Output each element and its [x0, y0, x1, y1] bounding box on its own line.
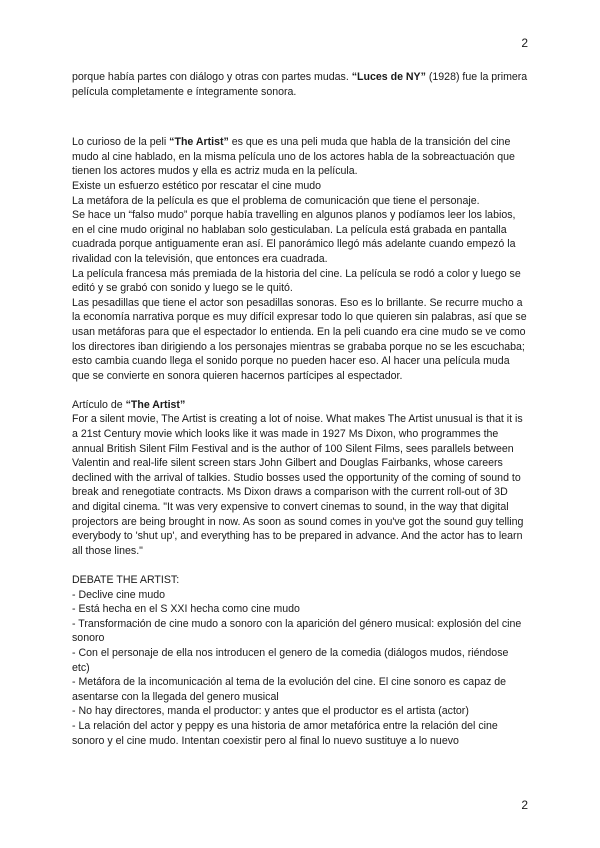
debate-item: - Declive cine mudo	[72, 588, 166, 601]
debate-item: - No hay directores, manda el productor: y antes que el productor es el artista (actor)	[72, 705, 469, 718]
curioso-paragraph	[72, 135, 528, 179]
paragraph-premiada: La película francesa más premiada de la historia del cine. La película se rodó a color y luego se editó y se grabó con sonido y luego se le quitó.	[72, 267, 521, 295]
article-heading	[72, 398, 528, 413]
debate-item: - La relación del actor y peppy es una historia de amor metafórica entre la relación del cine sonoro y el cine mudo. Intentan coexistir pero al final lo nuevo sustituye a lo nuevo	[72, 719, 498, 747]
curioso-text-start: Lo curioso de la peli	[72, 136, 170, 149]
debate-item: - Con el personaje de ella nos introducen el genero de la comedia (diálogos mudos, riéndose etc)	[72, 646, 509, 674]
intro-film-title: “Luces de NY”	[351, 71, 426, 83]
spacer	[72, 99, 528, 135]
article-heading-label: Artículo de	[72, 398, 126, 411]
spacer	[72, 558, 528, 573]
spacer	[72, 383, 528, 398]
paragraph-metafora: La metáfora de la película es que el problema de comunicación que tiene el personaje.	[72, 194, 480, 207]
article-heading-title: “The Artist”	[125, 398, 186, 411]
curioso-text-end: es que es una peli muda que habla de la transición del cine mudo al cine hablado, en la misma película uno de los actores habla de la sobreactuación que tienen los actores mudos y ella es actriz muda en la película.	[72, 136, 515, 178]
page-number-top: 2	[521, 36, 528, 50]
paragraph-pesadillas: Las pesadillas que tiene el actor son pesadillas sonoras. Eso es lo brillante. Se recurre mucho a la economía narrativa porque es muy difícil expresar todo lo que quieren sin palabras, así que se usan metáforas para que el espectador lo entienda. En la peli cuando era cine mudo se ve como los directores iban dirigiendo a los personajes mientras se grababa porque no se les escuchaba; esto cambia cuando llega el sonido porque no pueden hacer eso. Al hacer una película muda que se convierte en sonora quieren hacernos partícipes al espectador.	[72, 296, 527, 382]
paragraph-esfuerzo: Existe un esfuerzo estético por rescatar el cine mudo	[72, 179, 322, 192]
page-number-bottom: 2	[521, 798, 528, 812]
debate-item: - Transformación de cine mudo a sonoro con la aparición del género musical: explosión del cine sonoro	[72, 617, 522, 645]
paragraph-falso-mudo: Se hace un “falso mudo” porque había travelling en algunos planos y podíamos leer los labios, en el cine mudo original no hablaban solo gesticulaban. La película está grabada en pantalla cuadrada porque antiguamente eran así. El panorámico llegó más adelante cuando empezó la rivalidad con la televisión, que entonces era cuadrada.	[72, 209, 516, 265]
debate-item: - Metáfora de la incomunicación al tema de la evolución del cine. El cine sonoro es capaz de asentarse con la llegada del genero musical	[72, 676, 507, 703]
intro-text-start: porque había partes con diálogo y otras con partes mudas.	[72, 71, 352, 83]
intro-paragraph	[72, 70, 528, 99]
document-body	[72, 70, 528, 748]
debate-item: - Está hecha en el S XXI hecha como cine mudo	[72, 603, 300, 616]
curioso-film-title: “The Artist”	[169, 136, 229, 149]
intro-text-end: (1928) fue la primera película completamente e íntegramente sonora.	[72, 71, 528, 98]
article-body: For a silent movie, The Artist is creating a lot of noise. What makes The Artist unusual is that it is a 21st Century movie which looks like it was made in 1927 Ms Dixon, who programmes the annual British Silent Film Festival and is the author of 100 Silent Films, sees parallels between Valentin and real-life silent screen stars John Gilbert and Douglas Fairbanks, whose careers declined with the arrival of talkies. Studio bosses used the opportunity of the coming of sound to break and renegotiate contracts. Ms Dixon draws a comparison with the current roll-out of 3D and digital cinema. "It was very expensive to convert cinemas to sound, in the way that digital projectors are being brought in now. As soon as sound comes in you've got the sound guy telling everybody to 'shut up', and everything has to be prepared in advance. And the actor has to learn all those lines."	[72, 413, 524, 557]
debate-title: DEBATE THE ARTIST:	[72, 574, 180, 586]
